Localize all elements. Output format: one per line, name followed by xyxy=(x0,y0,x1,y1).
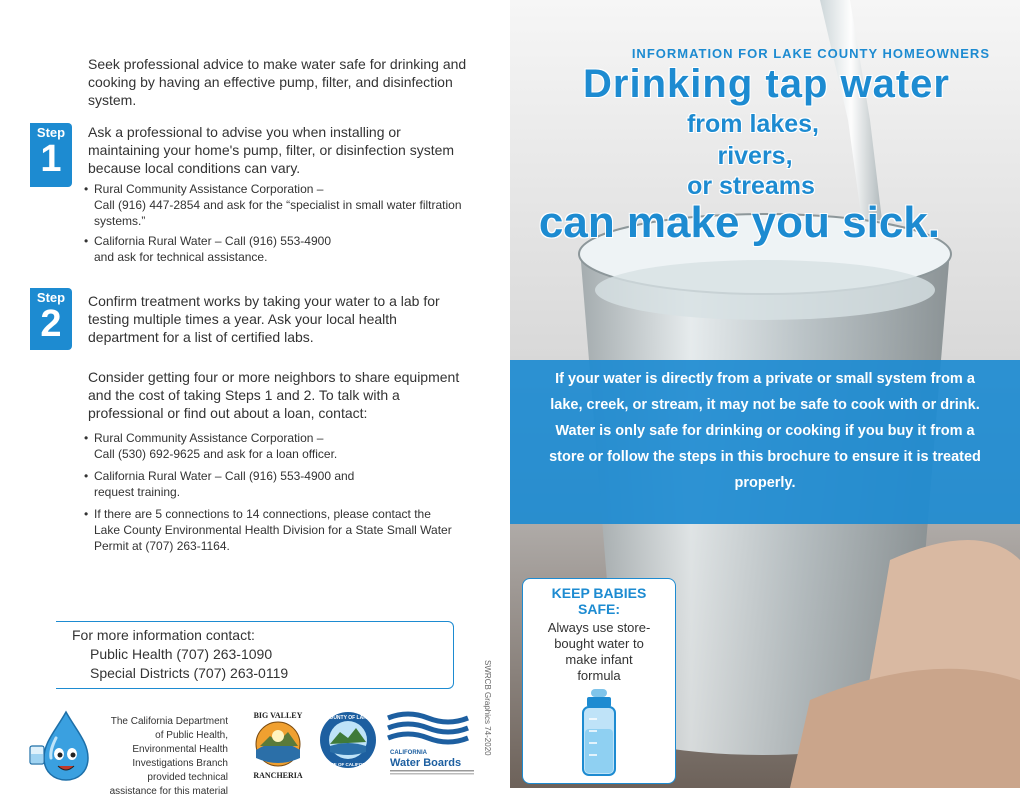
consider-text: Consider getting four or more neighbors to share equipment and the cost of taking Steps 1 and 2. To talk with a professional or find out about a loan, contact: xyxy=(88,369,460,421)
intro-text: Seek professional advice to make water safe for drinking and cooking by having an effective pump, filter, and disinfection system. xyxy=(88,56,467,108)
step-1-number: 1 xyxy=(40,138,62,180)
bullet-main: Rural Community Assistance Corporation – xyxy=(94,431,324,445)
big-valley-top-text: BIG VALLEY xyxy=(253,711,303,720)
step-1-label: Step xyxy=(36,125,66,140)
list-item xyxy=(88,181,468,229)
babies-body: Always use store-bought water to make infant formula xyxy=(547,620,651,683)
step-2-number: 2 xyxy=(40,303,62,345)
consider-section xyxy=(88,368,468,554)
keep-babies-safe-box xyxy=(522,578,676,784)
step-2-text: Confirm treatment works by taking your water to a lab for testing multiple times a year. Ask your local health department for a list of certified labs. xyxy=(88,293,440,345)
big-valley-bottom-text: RANCHERIA xyxy=(253,771,303,780)
kicker-heading: INFORMATION FOR LAKE COUNTY HOMEOWNERS xyxy=(631,46,990,61)
bullet-sub: Lake County Environmental Health Division for a State Small Water Permit at (707) 263-1164. xyxy=(94,523,452,553)
step-2-content xyxy=(88,292,468,346)
step-2-label: Step xyxy=(36,290,66,305)
water-drop-mascot-icon xyxy=(26,708,98,784)
bullet-sub: Call (530) 692-9625 and ask for a loan officer. xyxy=(94,447,338,461)
bullet-main: If there are 5 connections to 14 connections, please contact the xyxy=(94,507,431,521)
step-2-tab xyxy=(30,288,72,350)
list-item xyxy=(88,468,468,500)
title-line-streams: or streams xyxy=(687,172,815,200)
bullet-sub: request training. xyxy=(94,485,181,499)
bullet-main: California Rural Water – Call (916) 553-4900 xyxy=(94,234,331,248)
baby-bottle-icon xyxy=(579,689,619,777)
consider-bullets xyxy=(88,430,468,554)
step-1-tab xyxy=(30,123,72,187)
contact-special-districts: Special Districts (707) 263-0119 xyxy=(90,665,289,681)
step-1-text: Ask a professional to advise you when installing or maintaining your home's pump, filter, or disinfection system because local conditions can vary. xyxy=(88,124,455,176)
bullet-main: California Rural Water – Call (916) 553-4900 and xyxy=(94,469,355,483)
california-water-boards-logo xyxy=(384,708,480,778)
graphics-code: SWRCB Graphics 74-2020 xyxy=(483,660,492,756)
list-item xyxy=(88,506,468,554)
list-item xyxy=(88,233,468,265)
water-boards-name-text: Water Boards xyxy=(390,757,462,769)
bullet-sub: and ask for technical assistance. xyxy=(94,250,268,264)
list-item xyxy=(88,430,468,462)
contact-public-health: Public Health (707) 263-1090 xyxy=(90,646,273,662)
water-boards-state-text: CALIFORNIA xyxy=(390,750,427,756)
warning-box: If your water is directly from a private or small system from a lake, creek, or stream, it may not be safe to cook with or drink. Water is only safe for drinking or cooking if you buy it from a store or follow the steps in this brochure to ensure it is treated properly. xyxy=(510,360,1020,524)
contact-heading: For more information contact: xyxy=(72,627,255,643)
step-1-bullets xyxy=(88,181,468,265)
left-panel xyxy=(0,0,510,797)
county-seal-text: COUNTY OF LAKE xyxy=(325,715,371,721)
babies-heading-line2: SAFE: xyxy=(578,601,620,617)
babies-heading xyxy=(523,585,675,617)
title-line-rivers: rivers, xyxy=(717,142,793,170)
step-1-content xyxy=(88,123,468,265)
county-seal-bottom-text: STATE OF CALIFORNIA xyxy=(322,762,374,767)
title-line-sick: can make you sick. xyxy=(538,198,940,247)
big-valley-rancheria-logo xyxy=(240,706,316,782)
county-of-lake-seal xyxy=(318,710,378,770)
contact-box xyxy=(56,621,454,689)
main-title: Drinking tap water xyxy=(583,62,950,106)
assistance-credit: The California Department of Public Health, Environmental Health Investigations Branch provided technical assistance for this material xyxy=(109,716,228,797)
title-line-lakes: from lakes, xyxy=(686,110,819,138)
bullet-sub: Call (916) 447-2854 and ask for the “specialist in small water filtration systems.” xyxy=(94,198,462,228)
bullet-main: Rural Community Assistance Corporation – xyxy=(94,182,324,196)
babies-heading-line1: KEEP BABIES xyxy=(551,585,647,601)
